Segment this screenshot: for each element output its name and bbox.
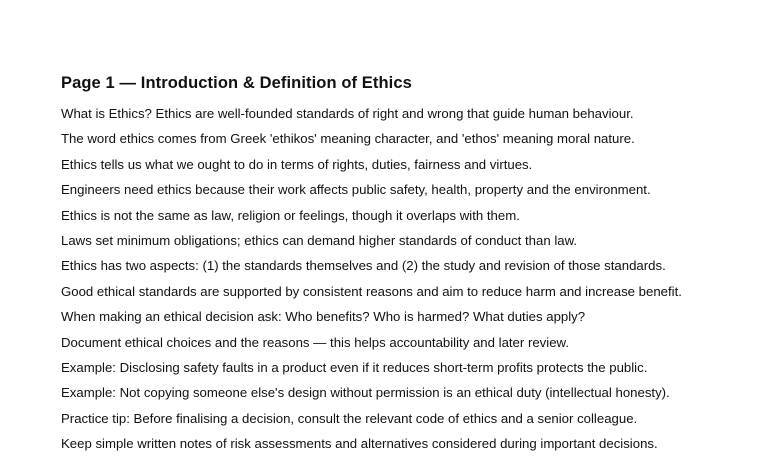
content-line: Engineers need ethics because their work affects public safety, health, property and the environment. <box>61 182 651 198</box>
content-line: Example: Not copying someone else's design without permission is an ethical duty (intellectual honesty). <box>61 385 670 401</box>
content-lines <box>61 104 682 459</box>
content-line: Keep simple written notes of risk assessments and alternatives considered during important decisions. <box>61 436 658 452</box>
content-line: Ethics has two aspects: (1) the standards themselves and (2) the study and revision of those standards. <box>61 258 666 274</box>
content-line: The word ethics comes from Greek 'ethikos' meaning character, and 'ethos' meaning moral nature. <box>61 131 635 147</box>
content-line: Practice tip: Before finalising a decision, consult the relevant code of ethics and a senior colleague. <box>61 410 638 426</box>
content-line: Ethics tells us what we ought to do in terms of rights, duties, fairness and virtues. <box>61 156 533 172</box>
content-line: Laws set minimum obligations; ethics can demand higher standards of conduct than law. <box>61 232 578 248</box>
content-line: Document ethical choices and the reasons — this helps accountability and later review. <box>61 334 569 350</box>
content-line: When making an ethical decision ask: Who benefits? Who is harmed? What duties apply? <box>61 309 586 325</box>
content-line: What is Ethics? Ethics are well-founded standards of right and wrong that guide human behaviour. <box>61 106 634 121</box>
content-line: Good ethical standards are supported by consistent reasons and aim to reduce harm and increase benefit. <box>61 283 682 299</box>
content-line: Example: Disclosing safety faults in a product even if it reduces short-term profits protects the public. <box>61 359 648 375</box>
content-line: Ethics is not the same as law, religion or feelings, though it overlaps with them. <box>61 207 520 223</box>
page-heading: Page 1 — Introduction & Definition of Ethics <box>61 74 412 92</box>
